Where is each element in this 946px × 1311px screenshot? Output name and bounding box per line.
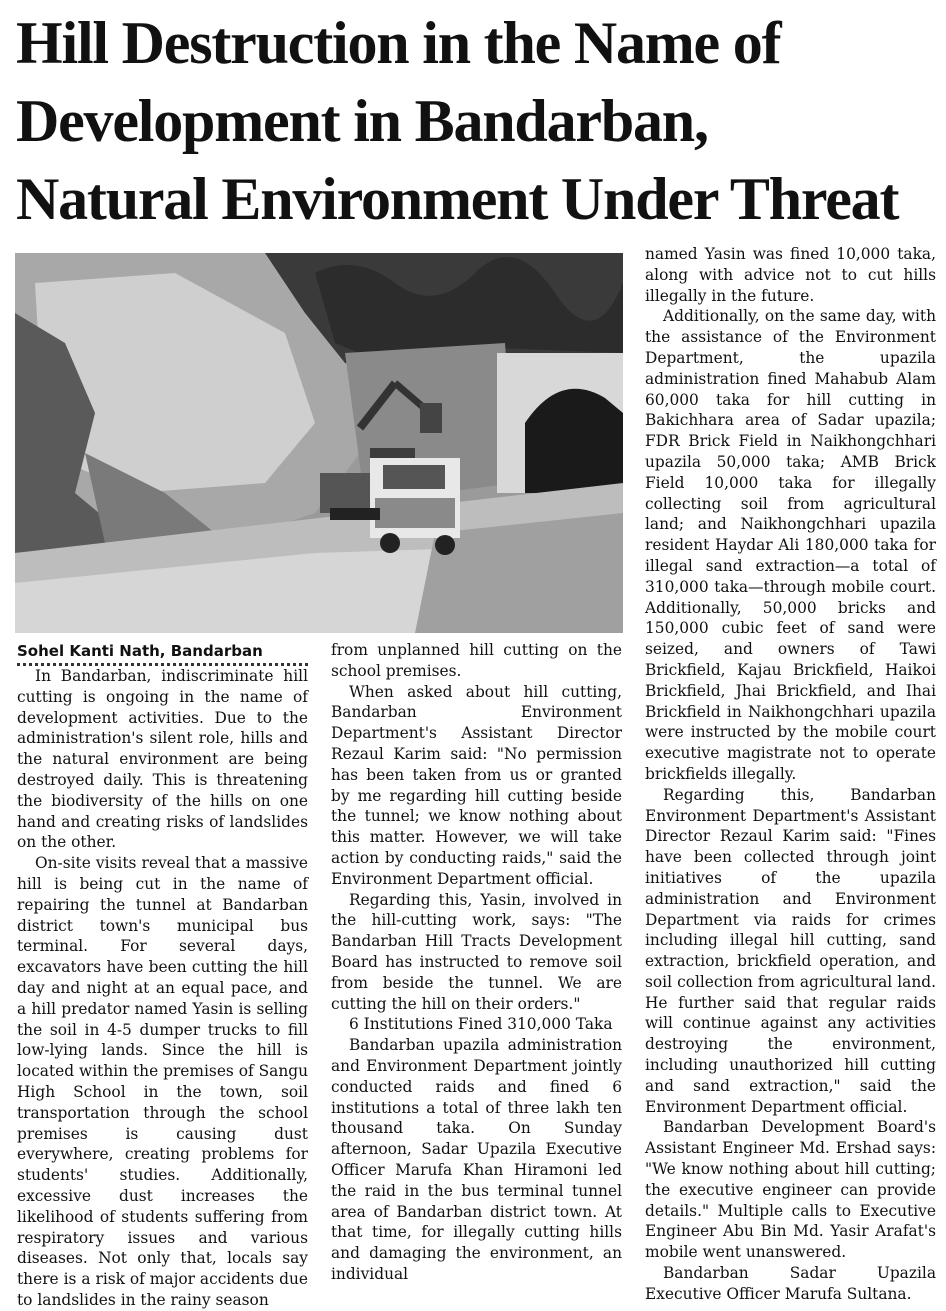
headline-line-3: Natural Environment Under Threat	[16, 166, 899, 232]
paragraph: Regarding this, Yasin, involved in the hill-cutting work, says: "The Bandarban Hill Tracts Development Board has instructed to remove soil from beside the tunnel. We are cutting the hill on their orders."	[331, 890, 622, 1013]
paragraph: On-site visits reveal that a massive hill is being cut in the name of repairing the tunnel at Bandarban district town's municipal bus terminal. For several days, excavators have been cutting the hill day and night at an equal pace, and a hill predator named Yasin is selling the soil in 4-5 dumper trucks to fill low-lying lands. Since the hill is located within the premises of Sangu High School in the town, soil transportation through the school premises is causing dust everywhere, creating problems for students' studies. Additionally, excessive dust increases the likelihood of students suffering from respiratory issues and various diseases. Not only that, locals say there is a risk of major accidents due to landslides in the rainy season	[17, 854, 308, 1309]
column-3	[645, 244, 936, 1305]
paragraph-continued: from unplanned hill cutting on the school premises.	[331, 641, 622, 680]
subheading: 6 Institutions Fined 310,000 Taka	[349, 1015, 613, 1034]
column-2	[331, 640, 622, 1285]
paragraph: Bandarban Development Board's Assistant Engineer Md. Ershad says: "We know nothing about hill cutting; the executive engineer can provide details." Multiple calls to Executive Engineer Abu Bin Md. Yasir Arafat's mobile went unanswered.	[645, 1118, 936, 1262]
photo-illustration	[15, 253, 623, 633]
paragraph: Bandarban Sadar Upazila Executive Officer Marufa Sultana.	[645, 1264, 936, 1303]
paragraph: Additionally, on the same day, with the assistance of the Environment Department, the upazila administration fined Mahabub Alam 60,000 taka for hill cutting in Bakichhara area of Sadar upazila; FDR Brick Field in Naikhongchhari upazila 50,000 taka; AMB Brick Field 10,000 taka for illegally collecting soil from agricultural land; and Naikhongchhari upazila resident Haydar Ali 180,000 taka for illegal sand extraction—a total of 310,000 taka—through mobile court. Additionally, 50,000 bricks and 150,000 cubic feet of sand were seized, and owners of Tawi Brickfield, Kajau Brickfield, Haikoi Brickfield, Jhai Brickfield, and Ihai Brickfield in Naikhongchhari upazila were instructed by the mobile court executive magistrate not to operate brickfields illegally.	[645, 307, 936, 783]
paragraph: Regarding this, Bandarban Environment Department's Assistant Director Rezaul Karim said: "Fines have been collected through joint initiatives of the upazila administration and Environment Department via raids for crimes including illegal hill cutting, sand extraction, brickfield operation, and soil collection from agricultural land. He further said that regular raids will continue against any activities destroying the environment, including unauthorized hill cutting and sand extraction," said the Environment Department official.	[645, 785, 936, 1116]
paragraph: When asked about hill cutting, Bandarban Environment Department's Assistant Director Rezaul Karim said: "No permission has been taken from us or granted by me regarding hill cutting beside the tunnel; we know nothing about this matter. However, we will take action by conducting raids," said the Environment Department official.	[331, 682, 622, 888]
headline-line-1: Hill Destruction in the Name of	[16, 10, 781, 76]
paragraph: Bandarban upazila administration and Environment Department jointly conducted raids and fined 6 institutions a total of three lakh ten thousand taka. On Sunday afternoon, Sadar Upazila Executive Officer Marufa Khan Hiramoni led the raid in the bus terminal tunnel area of Bandarban district town. At that time, for illegally cutting hills and damaging the environment, an individual	[331, 1036, 622, 1283]
column-1	[17, 666, 308, 1311]
paragraph: In Bandarban, indiscriminate hill cutting is ongoing in the name of development activities. Due to the administration's silent role, hills and the natural environment are being destroyed daily. This is threatening the biodiversity of the hills on one hand and creating risks of landslides on the other.	[17, 667, 308, 852]
article-photo	[15, 253, 623, 633]
headline-line-2: Development in Bandarban,	[16, 88, 708, 154]
headline	[16, 4, 936, 238]
byline: Sohel Kanti Nath, Bandarban	[17, 640, 308, 666]
paragraph-continued: named Yasin was fined 10,000 taka, along with advice not to cut hills illegally in the future.	[645, 245, 936, 305]
